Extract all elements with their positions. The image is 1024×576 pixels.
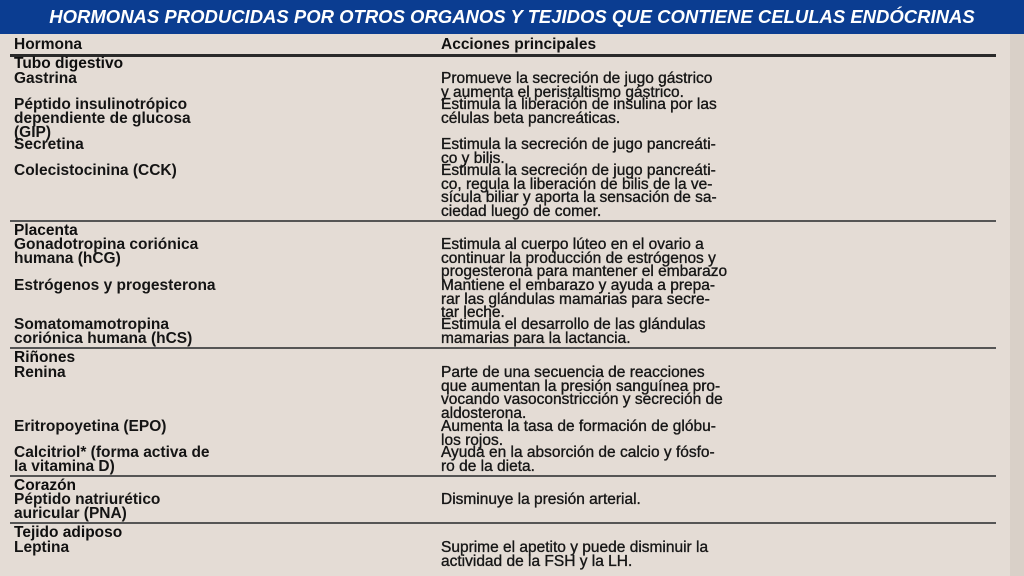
column-header-actions: Acciones principales <box>441 36 597 53</box>
hormone-action: Estimula la secreción de jugo pancreáti- co y bilis. <box>441 136 716 167</box>
column-header-hormone: Hormona <box>14 36 83 53</box>
section-rule <box>10 475 996 477</box>
hormone-name: Péptido natriurético auricular (PNA) <box>14 491 161 522</box>
section-label: Riñones <box>14 349 76 366</box>
hormone-action: Estimula al cuerpo lúteo en el ovario a continuar la producción de estrógenos y progesterona para mantener el embarazo <box>441 236 728 280</box>
hormone-action: Suprime el apetito y puede disminuir la actividad de la FSH y la LH. <box>441 539 709 570</box>
hormone-name: Leptina <box>14 539 70 556</box>
hormone-name: Secretina <box>14 136 84 153</box>
section-rule <box>10 522 996 524</box>
hormone-action: Parte de una secuencia de reacciones que aumentan la presión sanguínea pro- vocando vasoconstricción y secreción de aldosterona. <box>441 364 723 422</box>
hormone-name: Gonadotropina coriónica humana (hCG) <box>14 236 199 267</box>
hormone-action: Mantiene el embarazo y ayuda a prepa- rar las glándulas mamarias para secre- tar leche. <box>441 277 715 321</box>
hormone-name: Estrógenos y progesterona <box>14 277 216 294</box>
hormone-action: Estimula el desarrollo de las glándulas mamarias para la lactancia. <box>441 316 706 347</box>
hormone-action: Estimula la liberación de insulina por las células beta pancreáticas. <box>441 96 717 127</box>
hormone-name: Renina <box>14 364 66 381</box>
hormone-name: Somatomamotropina coriónica humana (hCS) <box>14 316 193 347</box>
hormone-action: Ayuda en la absorción de calcio y fósfo- ro de la dieta. <box>441 444 715 475</box>
hormone-name: Gastrina <box>14 70 77 87</box>
section-label: Tubo digestivo <box>14 55 124 72</box>
hormone-action: Promueve la secreción de jugo gástrico y aumenta el peristaltismo gástrico. <box>441 70 713 101</box>
section-rule <box>10 220 996 222</box>
section-label: Placenta <box>14 222 78 239</box>
hormone-name: Colecistocinina (CCK) <box>14 162 177 179</box>
hormone-name: Eritropoyetina (EPO) <box>14 418 167 435</box>
hormone-name: Péptido insulinotrópico dependiente de glucosa (GIP) <box>14 96 191 141</box>
section-rule <box>10 347 996 349</box>
photo-edge <box>1010 34 1024 576</box>
section-label: Tejido adiposo <box>14 524 123 541</box>
hormone-action: Aumenta la tasa de formación de glóbu- los rojos. <box>441 418 716 449</box>
hormone-table <box>0 34 1024 576</box>
slide-title: HORMONAS PRODUCIDAS POR OTROS ORGANOS Y TEJIDOS QUE CONTIENE CELULAS ENDÓCRINAS <box>0 0 1024 34</box>
hormone-name: Calcitriol* (forma activa de la vitamina D) <box>14 444 210 475</box>
hormone-action: Estimula la secreción de jugo pancreáti- co, regula la liberación de bilis de la ve- sícula biliar y aporta la sensación de sa- ciedad luego de comer. <box>441 162 717 220</box>
hormone-action: Disminuye la presión arterial. <box>441 491 641 508</box>
header-rule <box>10 54 996 57</box>
section-label: Corazón <box>14 477 76 494</box>
